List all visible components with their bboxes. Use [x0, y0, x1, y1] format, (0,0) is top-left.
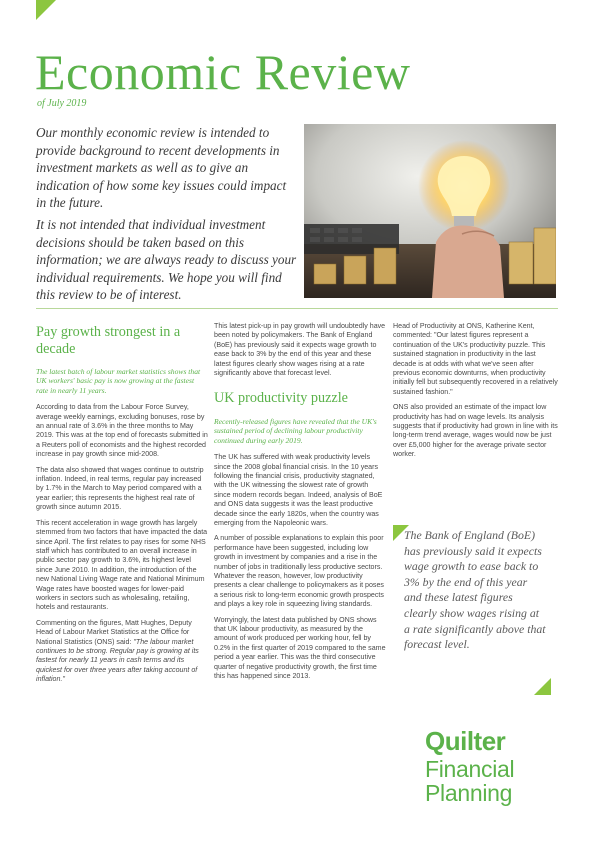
paragraph: This latest pick-up in pay growth will undoubtedly have been noted by policymakers. The Bank of England (BoE) has previously said it expects wage growth to ease back to 3% by the end of this year and these latest figures clearly show wages rising at a rate significantly above that forecast level.: [214, 322, 386, 378]
paragraph: According to data from the Labour Force Survey, average weekly earnings, excluding bonuses, rose by an annual rate of 3.6% in the three months to May 2019. This was at the top end of forecasts submitted in a Reuters poll of economists and the highest recorded increase in pay growth since mid-2008.: [36, 403, 208, 459]
logo-line-3: Planning: [425, 780, 513, 806]
quoted-statement: "The labour market continues to be strong. Regular pay is growing at its fastest for nearly 11 years in cash terms and its quickest for over three years after taking account of inflation.": [36, 637, 199, 684]
article-column-1: [36, 322, 208, 691]
issue-date: of July 2019: [37, 98, 87, 109]
paragraph: Head of Productivity at ONS, Katherine Kent, commented: "Our latest figures represent a continuation of the UK's productivity puzzle. This sustained stagnation in productivity in the last decade is at odds with what we've seen after previous economic downturns, when productivity initially fell but subsequently recovered in a relatively sustained fashion.": [393, 322, 558, 396]
paragraph-text: Commenting on the figures, Matt Hughes, Deputy Head of Labour Market Statistics at the Office for National Statistics (ONS) said:: [36, 618, 192, 646]
paragraph: Worryingly, the latest data published by ONS shows that UK labour productivity, as measured by the amount of work produced per working hour, fell by 0.2% in the first quarter of 2019 compared to the same period a year earlier. This was the third consecutive quarter of negative productivity growth, the first time this has happened since 2013.: [214, 615, 386, 681]
paragraph: The data also showed that wages continue to outstrip inflation. Indeed, in real terms, regular pay increased by 1.7% in the March to May period compared with a year earlier; this represents the highest real rate of growth since autumn 2015.: [36, 465, 204, 512]
paragraph: [36, 619, 208, 685]
logo-line-2: Financial: [425, 756, 515, 782]
paragraph: A number of possible explanations to explain this poor performance have been suggested, including low growth in investment by companies and a rise in the number of jobs in traditionally less productive sectors. Whatever the reason, however, low productivity presents a clear challenge to policymakers as it poses a serious risk to long-term economic growth prospects and plays a key role in squeezing living standards.: [214, 534, 384, 609]
quilter-logo: [425, 727, 514, 805]
article-column-3: [393, 322, 559, 466]
section-lead-productivity: Recently-released figures have revealed that the UK's sustained period of declining labour productivity continued during early 2019.: [214, 416, 377, 445]
corner-accent: [36, 0, 56, 20]
section-divider: [36, 308, 558, 309]
paragraph: ONS also provided an estimate of the impact low productivity has had on wage levels. Its analysis suggests that if productivity had grown in line with its long-term trend average, wages would now be just over £5,000 higher for the average private sector worker.: [393, 403, 558, 459]
section-lead-pay-growth: The latest batch of labour market statistics shows that UK workers' basic pay is now growing at the fastest rate in nearly 11 years.: [36, 367, 201, 395]
page-title: Economic Review: [35, 44, 411, 100]
quote-accent-bottom: [534, 678, 551, 695]
logo-line-1: Quilter: [425, 726, 506, 756]
article-column-2: [214, 322, 386, 688]
paragraph: This recent acceleration in wage growth has largely stemmed from two factors that have impacted the data since April. The first relates to pay rises for some NHS staff which has contributed to an overall increase in public sector pay growth to 3.6%, its highest level since June 2010. In addition, the introduction of the new National Living Wage rate and National Minimum Wage rates have boosted wages for lower-paid workers in sectors such as wholesaling, retailing, hotels and restaurants.: [36, 518, 208, 612]
intro-paragraph-1: Our monthly economic review is intended to provide background to recent developments in investment markets as well as to give an indication of how some key issues could impact in the future.: [36, 125, 287, 210]
paragraph: The UK has suffered with weak productivity levels since the 2008 global financial crisis. In the 10 years following the financial crisis, productivity stagnated, with the UK witnessing the slowest rate of growth since modern records began. Indeed, analysis of BoE and ONS data suggests it was the least productive decade since the early 1820s, when the country was emerging from the Napoleonic wars.: [214, 453, 383, 527]
intro-paragraph-2: It is not intended that individual investment decisions should be taken based on this information; we are always ready to discuss your individual requirements. We hope you will find this review to be of interest.: [36, 217, 297, 302]
lightbulb-coins-photo: [304, 124, 556, 298]
section-heading-pay-growth: Pay growth strongest in a decade: [36, 324, 181, 357]
pull-quote: The Bank of England (BoE) has previously said it expects wage growth to ease back to 3% by the end of this year and these latest figures clearly show wages rising at a rate significantly above that forecast level.: [404, 528, 546, 652]
section-heading-productivity: UK productivity puzzle: [214, 390, 348, 407]
